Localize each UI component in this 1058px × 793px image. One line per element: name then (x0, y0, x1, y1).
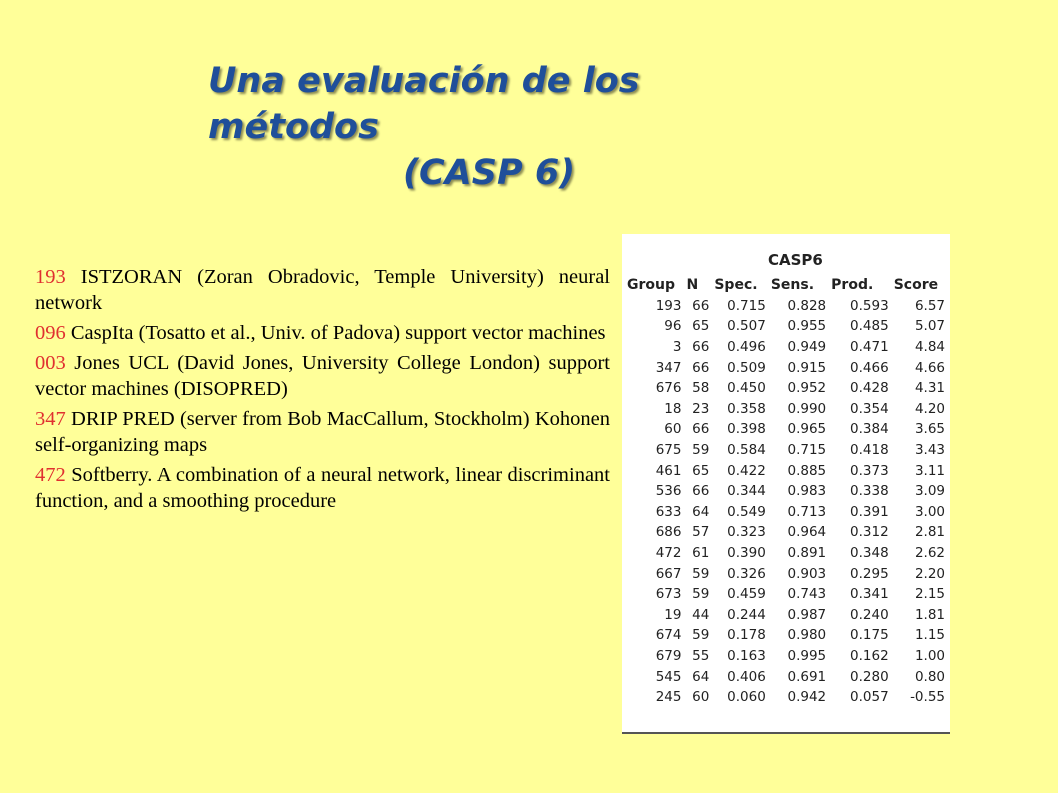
table-cell: 0.384 (850, 421, 889, 438)
table-cell: 0.715 (787, 442, 827, 459)
table-cell: 0.952 (787, 380, 827, 397)
method-text: ISTZORAN (Zoran Obradovic, Temple University) neural network (35, 266, 610, 314)
method-description (35, 264, 610, 316)
table-cell: 0.175 (850, 627, 889, 644)
table-cell: 0.373 (850, 462, 889, 479)
table-cell: 0.715 (727, 297, 766, 314)
title-line-1: Una evaluación de los (208, 61, 640, 101)
table-cell: 0.326 (727, 565, 766, 582)
table-cell: 0.354 (850, 400, 889, 417)
table-cell: 0.80 (914, 668, 945, 685)
table-cell: 4.20 (914, 400, 945, 417)
table-row (622, 666, 950, 687)
table-cell: 3.00 (914, 503, 945, 520)
table-cell: 0.743 (787, 586, 827, 603)
table-cell: 667 (655, 565, 682, 582)
table-cell: 0.295 (850, 565, 889, 582)
table-cell: 60 (664, 421, 682, 438)
table-cell: 0.428 (850, 380, 889, 397)
table-cell: 59 (692, 442, 710, 459)
table-cell: 0.244 (727, 606, 766, 623)
table-cell: 0.391 (850, 503, 889, 520)
table-cell: 0.466 (850, 359, 889, 376)
table-cell: 2.62 (914, 545, 945, 562)
table-cell: 0.965 (787, 421, 827, 438)
column-header: Prod. (831, 277, 874, 294)
table-cell: 0.691 (787, 668, 827, 685)
method-text: Softberry. A combination of a neural network, linear discriminant function, and a smoothing procedure (35, 464, 610, 512)
table-cell: 193 (655, 297, 682, 314)
title-line-3: (CASP 6) (403, 153, 576, 193)
table-cell: 676 (655, 380, 682, 397)
table-row (622, 357, 950, 378)
table-cell: 64 (692, 503, 710, 520)
table-cell: 3.09 (914, 483, 945, 500)
table-cell: 0.162 (850, 647, 889, 664)
table-cell: 57 (692, 524, 710, 541)
table-row (622, 522, 950, 543)
table-cell: 0.983 (787, 483, 827, 500)
table-cell: 23 (692, 400, 710, 417)
table-header-row (622, 275, 950, 296)
table-cell: 0.980 (787, 627, 827, 644)
table-cell: 0.240 (850, 606, 889, 623)
table-cell: 0.990 (787, 400, 827, 417)
table-cell: 0.584 (727, 442, 766, 459)
table-cell: 3.11 (914, 462, 945, 479)
table-cell: 0.509 (727, 359, 766, 376)
table-cell: 65 (692, 318, 710, 335)
table-cell: 3 (672, 339, 682, 356)
table-cell: 0.323 (727, 524, 766, 541)
column-header: Spec. (714, 277, 758, 294)
table-row (622, 563, 950, 584)
table-row (622, 605, 950, 626)
method-text: CaspIta (Tosatto et al., Univ. of Padova) support vector machines (65, 322, 606, 344)
table-cell: 0.280 (850, 668, 889, 685)
table-cell: 536 (655, 483, 682, 500)
table-cell: 3.43 (914, 442, 945, 459)
table-cell: 686 (655, 524, 682, 541)
method-description (35, 462, 610, 514)
table-row (622, 460, 950, 481)
table-cell: 2.81 (914, 524, 945, 541)
table-cell: 675 (655, 442, 682, 459)
slide-title (208, 58, 768, 196)
table-cell: 0.891 (787, 545, 827, 562)
method-text: Jones UCL (David Jones, University College London) support vector machines (DISOPRED) (35, 352, 610, 400)
table-cell: 18 (664, 400, 682, 417)
table-cell: 545 (655, 668, 682, 685)
table-cell: 59 (692, 586, 710, 603)
table-cell: 0.422 (727, 462, 766, 479)
group-number: 096 (35, 322, 66, 344)
table-cell: 44 (692, 606, 710, 623)
table-cell: 0.338 (850, 483, 889, 500)
table-row (622, 316, 950, 337)
group-number: 193 (35, 266, 66, 288)
table-cell: 2.20 (914, 565, 945, 582)
table-cell: 347 (655, 359, 682, 376)
table-cell: 0.163 (727, 647, 766, 664)
table-cell: 673 (655, 586, 682, 603)
table-cell: 0.949 (787, 339, 827, 356)
table-row (622, 378, 950, 399)
results-table (622, 275, 950, 707)
method-text: DRIP PRED (server from Bob MacCallum, Stockholm) Kohonen self-organizing maps (35, 408, 610, 456)
table-cell: 0.987 (787, 606, 827, 623)
table-cell: 0.178 (727, 627, 766, 644)
table-cell: 0.060 (727, 689, 766, 706)
table-cell: 65 (692, 462, 710, 479)
table-cell: 0.964 (787, 524, 827, 541)
table-cell: 0.828 (787, 297, 827, 314)
table-title: CASP6 (768, 251, 823, 269)
table-cell: 0.496 (727, 339, 766, 356)
table-cell: 245 (655, 689, 682, 706)
table-cell: 0.915 (787, 359, 827, 376)
table-cell: 461 (655, 462, 682, 479)
table-cell: 0.348 (850, 545, 889, 562)
table-cell: 6.57 (914, 297, 945, 314)
table-cell: 0.358 (727, 400, 766, 417)
table-cell: 5.07 (914, 318, 945, 335)
table-cell: 55 (692, 647, 710, 664)
table-cell: 19 (664, 606, 682, 623)
table-row (622, 502, 950, 523)
table-row (622, 337, 950, 358)
table-cell: 674 (655, 627, 682, 644)
table-cell: 0.418 (850, 442, 889, 459)
table-cell: 59 (692, 565, 710, 582)
table-row (622, 419, 950, 440)
table-cell: 58 (692, 380, 710, 397)
table-cell: 59 (692, 627, 710, 644)
table-row (622, 687, 950, 708)
table-cell: 4.84 (914, 339, 945, 356)
table-cell: 0.398 (727, 421, 766, 438)
column-header: Score (893, 277, 939, 294)
table-cell: 60 (692, 689, 710, 706)
method-description (35, 406, 610, 458)
table-cell: 0.390 (727, 545, 766, 562)
table-cell: 0.312 (850, 524, 889, 541)
table-cell: 0.903 (787, 565, 827, 582)
table-cell: 66 (692, 421, 710, 438)
table-cell: 1.00 (914, 647, 945, 664)
group-number: 472 (35, 464, 66, 486)
table-cell: 0.713 (787, 503, 827, 520)
table-cell: 0.057 (850, 689, 889, 706)
table-cell: 0.450 (727, 380, 766, 397)
table-cell: 0.549 (727, 503, 766, 520)
table-cell: 0.885 (787, 462, 827, 479)
group-number: 003 (35, 352, 66, 374)
table-row (622, 296, 950, 317)
table-cell: 1.81 (914, 606, 945, 623)
table-cell: 96 (664, 318, 682, 335)
table-cell: 679 (655, 647, 682, 664)
table-cell: 4.66 (914, 359, 945, 376)
table-cell: 0.485 (850, 318, 889, 335)
table-cell: 0.341 (850, 586, 889, 603)
table-cell: 0.406 (727, 668, 766, 685)
table-cell: 64 (692, 668, 710, 685)
table-row (622, 399, 950, 420)
table-cell: 66 (692, 339, 710, 356)
table-cell: 0.995 (787, 647, 827, 664)
table-cell: 0.459 (727, 586, 766, 603)
column-header: Sens. (770, 277, 815, 294)
table-cell: 66 (692, 483, 710, 500)
table-row (622, 440, 950, 461)
table-row (622, 625, 950, 646)
table-cell: 1.15 (914, 627, 945, 644)
table-cell: 3.65 (914, 421, 945, 438)
method-description (35, 350, 610, 402)
table-cell: 2.15 (914, 586, 945, 603)
table-cell: 0.344 (727, 483, 766, 500)
table-cell: 0.955 (787, 318, 827, 335)
method-description (35, 320, 610, 346)
table-row (622, 584, 950, 605)
group-number: 347 (35, 408, 66, 430)
table-cell: 472 (655, 545, 682, 562)
casp6-results-table (622, 234, 950, 734)
table-cell: 4.31 (914, 380, 945, 397)
table-cell: 66 (692, 359, 710, 376)
table-cell: 0.593 (850, 297, 889, 314)
method-descriptions (35, 264, 610, 518)
table-row (622, 646, 950, 667)
title-line-2: métodos (208, 107, 379, 147)
table-cell: 633 (655, 503, 682, 520)
column-header: N (686, 277, 699, 294)
table-cell: 0.471 (850, 339, 889, 356)
table-row (622, 481, 950, 502)
table-cell: 0.507 (727, 318, 766, 335)
table-cell: 66 (692, 297, 710, 314)
table-cell: 0.942 (787, 689, 827, 706)
column-header: Group (627, 277, 676, 294)
table-cell: -0.55 (910, 689, 945, 706)
table-cell: 61 (692, 545, 710, 562)
table-row (622, 543, 950, 564)
